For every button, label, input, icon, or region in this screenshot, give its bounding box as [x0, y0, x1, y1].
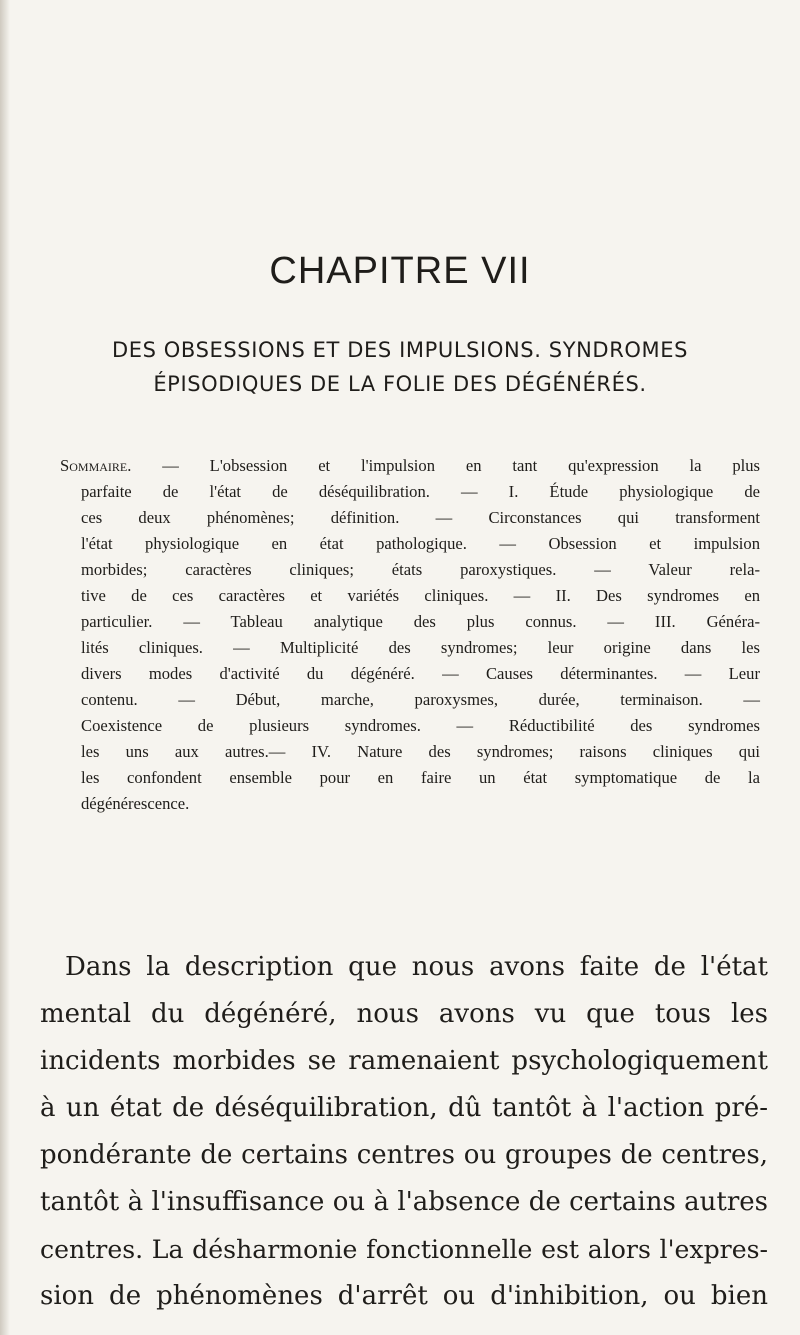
summary-line: particulier. — Tableau analytique des plus connus. — III. Généra- [81, 612, 760, 631]
body-paragraph [40, 944, 768, 1320]
summary-line: Coexistence de plusieurs syndromes. — Réductibilité des syndromes [81, 716, 760, 735]
chapter-heading [40, 333, 760, 401]
summary-text: — L'obsession et l'impulsion en tant qu'expression la plus [131, 456, 760, 475]
chapter-heading-line: DES OBSESSIONS ET DES IMPULSIONS. SYNDROMES [111, 338, 689, 362]
body-line: à un état de déséquilibration, dû tantôt à l'action pré- [40, 1093, 768, 1123]
page-edge-shadow [0, 0, 10, 1335]
summary-line [60, 453, 760, 479]
summary-line: les confondent ensemble pour en faire un état symptomatique de la [81, 768, 760, 787]
body-line: Dans la description que nous avons faite de l'état [65, 952, 768, 982]
summary-line: tive de ces caractères et variétés cliniques. — II. Des syndromes en [81, 586, 760, 605]
summary-line: parfaite de l'état de déséquilibration. — I. Étude physiologique de [81, 482, 760, 501]
summary-line: morbides; caractères cliniques; états paroxystiques. — Valeur rela- [81, 560, 760, 579]
body-line: pondérante de certains centres ou groupes de centres, [40, 1140, 768, 1170]
summary-line: lités cliniques. — Multiplicité des syndromes; leur origine dans les [81, 638, 760, 657]
summary-line: ces deux phénomènes; définition. — Circonstances qui transforment [81, 508, 760, 527]
body-line: centres. La désharmonie fonctionnelle est alors l'expres- [40, 1235, 768, 1264]
summary-line: l'état physiologique en état pathologique. — Obsession et impulsion [81, 534, 760, 553]
chapter-summary [60, 453, 760, 817]
summary-line: dégénérescence. [81, 794, 190, 813]
chapter-heading-line: ÉPISODIQUES DE LA FOLIE DES DÉGÉNÉRÉS. [153, 372, 647, 396]
summary-line: divers modes d'activité du dégénéré. — Causes déterminantes. — Leur [81, 664, 760, 683]
summary-line: contenu. — Début, marche, paroxysmes, durée, terminaison. — [81, 690, 760, 709]
chapter-title: CHAPITRE VII [269, 250, 531, 292]
body-line: incidents morbides se ramenaient psychologiquement [40, 1046, 768, 1076]
summary-label: Sommaire. [60, 456, 132, 475]
body-line: mental du dégénéré, nous avons vu que tous les [40, 999, 768, 1029]
body-line: tantôt à l'insuffisance ou à l'absence de certains autres [40, 1187, 768, 1217]
body-line: sion de phénomènes d'arrêt ou d'inhibition, ou bien [40, 1281, 768, 1311]
summary-line: les uns aux autres.— IV. Nature des syndromes; raisons cliniques qui [81, 742, 760, 761]
